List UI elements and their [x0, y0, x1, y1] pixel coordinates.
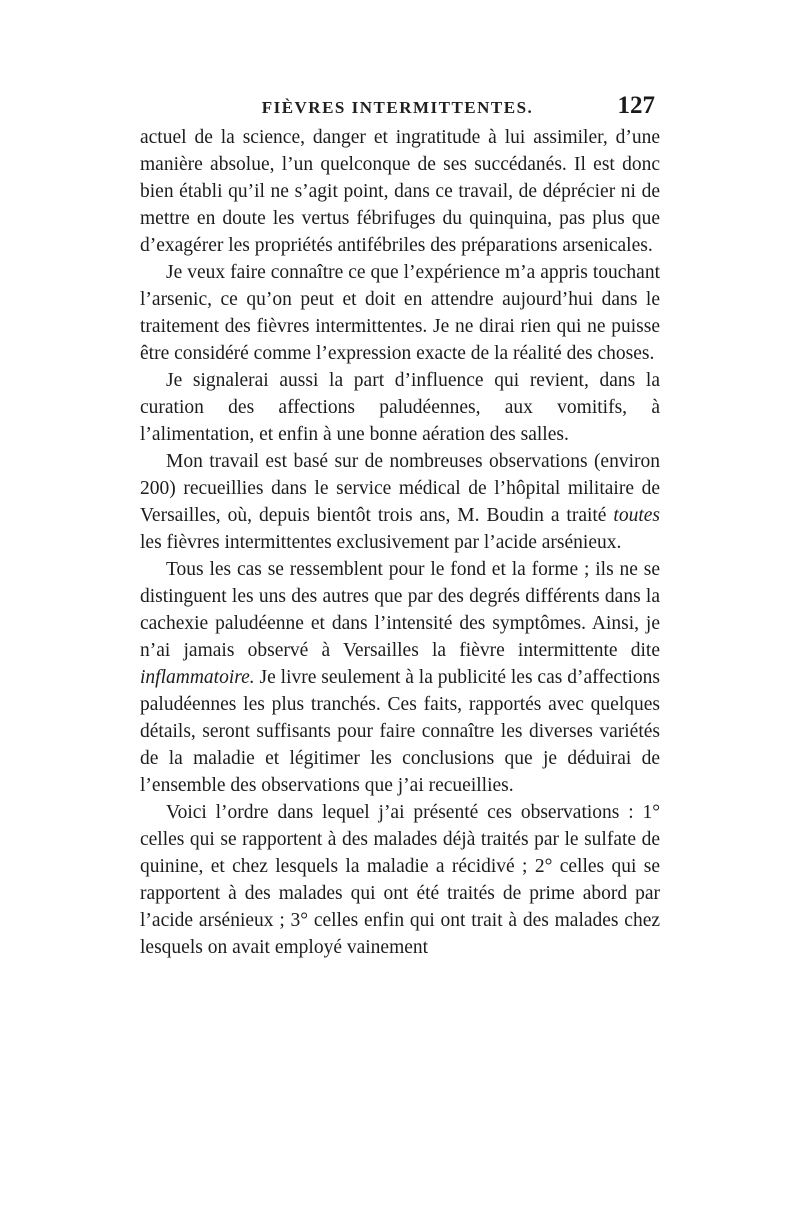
paragraph-5-text-before: Tous les cas se ressemblent pour le fond et la forme ; ils ne se distinguent les uns des autres que par des degrés différents dans la cachexie paludéenne et dans l’intensité des symptômes. Ainsi, je n’ai jamais observé à Versailles la fièvre intermittente dite — [140, 559, 660, 661]
running-title: FIÈVRES INTERMITTENTES. — [261, 98, 534, 117]
paragraph-4-text-before: Mon travail est basé sur de nombreuses observations (environ 200) recueillies dans le service médical de l’hôpital militaire de Versailles, où, depuis bientôt trois ans, M. Boudin a traité — [140, 451, 660, 526]
paragraph-3: Je signalerai aussi la part d’influence qui revient, dans la curation des affections paludéennes, aux vomitifs, à l’alimentation, et enfin à une bonne aération des salles. — [140, 370, 660, 445]
emphasis-toutes: toutes — [613, 505, 661, 526]
paragraph-2: Je veux faire connaître ce que l’expérience m’a appris touchant l’arsenic, ce qu’on peut et doit en attendre aujourd’hui dans le traitement des fièvres intermittentes. Je ne dirai rien qui ne puisse être considéré comme l’expression exacte de la réalité des choses. — [140, 262, 660, 364]
paragraph-4-text-after: les fièvres intermittentes exclusivement par l’acide arsénieux. — [140, 532, 622, 553]
page-number: 127 — [617, 92, 655, 119]
paragraph-4 — [140, 448, 660, 556]
page-header — [140, 90, 655, 126]
body-text — [140, 124, 660, 961]
emphasis-inflammatoire: inflammatoire. — [140, 667, 255, 688]
paragraph-6: Voici l’ordre dans lequel j’ai présenté ces observations : 1° celles qui se rapportent à des malades déjà traités par le sulfate de quinine, et chez lesquels la maladie a récidivé ; 2° celles qui se rapportent à des malades qui ont été traités de prime abord par l’acide arsénieux ; 3° celles enfin qui ont trait à des malades chez lesquels on avait employé vainement — [140, 802, 660, 958]
paragraph-5 — [140, 556, 660, 799]
paragraph-1: actuel de la science, danger et ingratitude à lui assimiler, d’une manière absolue, l’un quelconque de ses succédanés. Il est donc bien établi qu’il ne s’agit point, dans ce travail, de déprécier ni de mettre en doute les vertus fébrifuges du quinquina, pas plus que d’exagérer les propriétés antifébriles des préparations arsenicales. — [140, 127, 660, 256]
paragraph-5-text-after: Je livre seulement à la publicité les cas d’affections paludéennes les plus tranchés. Ces faits, rapportés avec quelques détails, seront suffisants pour faire connaître les diverses variétés de la maladie et légitimer les conclusions que je déduirai de l’ensemble des observations que j’ai recueillies. — [140, 667, 660, 796]
